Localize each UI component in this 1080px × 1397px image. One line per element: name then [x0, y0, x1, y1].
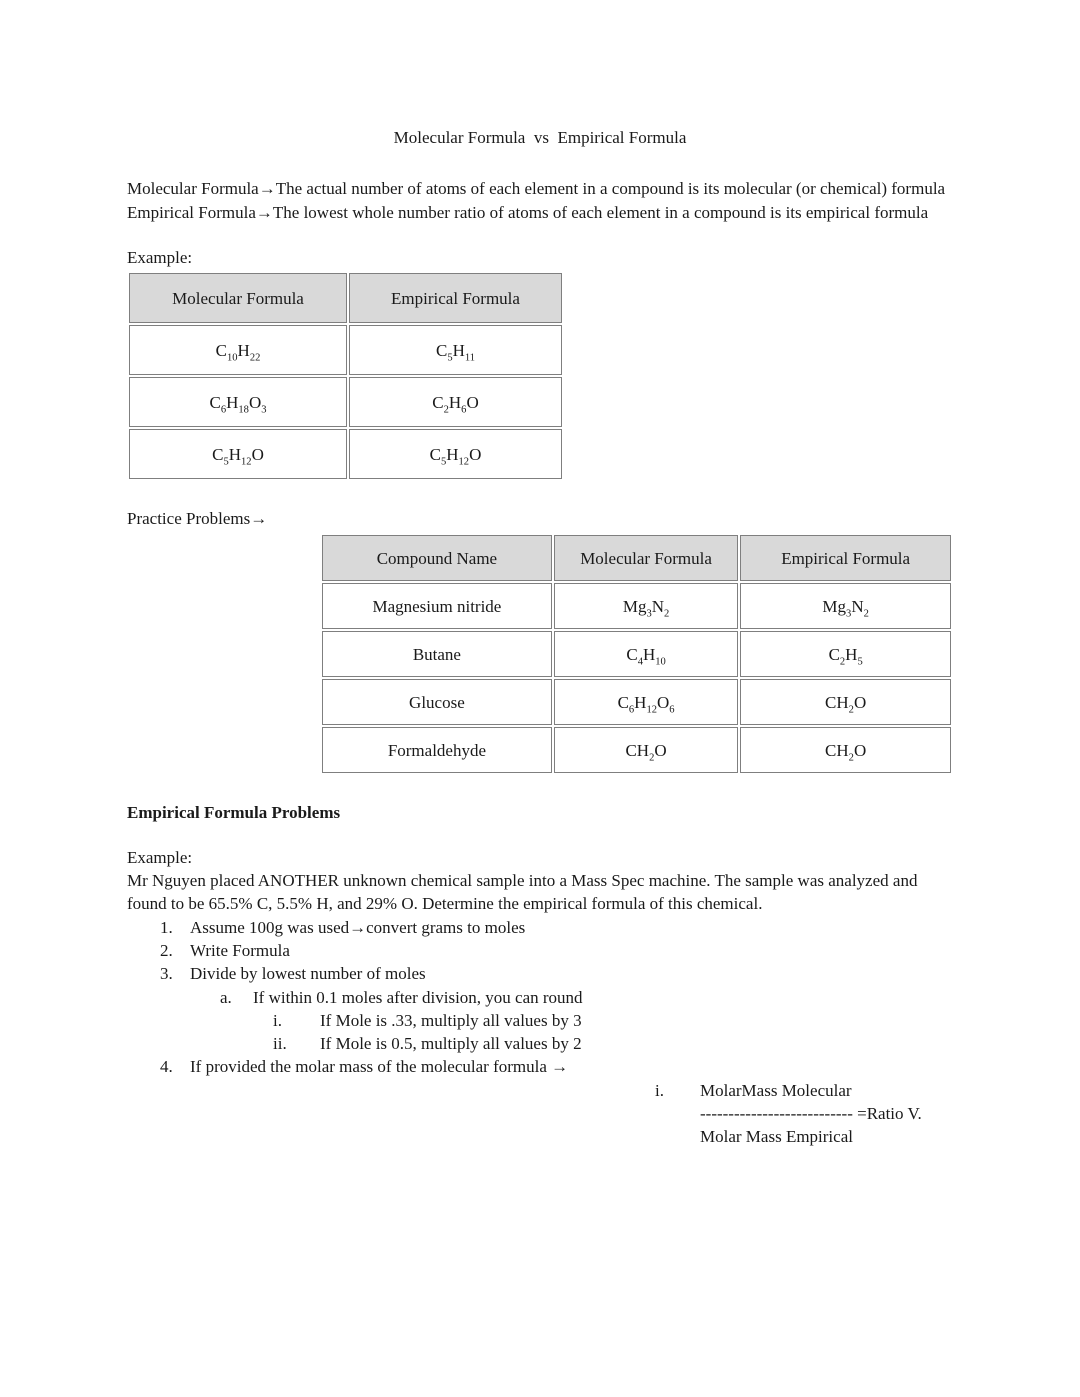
example-label: Example:: [127, 247, 193, 267]
list-item-text: Assume 100g was used→convert grams to moles: [190, 917, 526, 937]
list-marker: 1.: [160, 917, 173, 937]
list-marker: 3.: [160, 964, 173, 984]
ratio-divider: --------------------------- =Ratio V.: [700, 1104, 922, 1124]
table-row: [322, 583, 951, 629]
section-heading-empirical-problems: Empirical Formula Problems: [127, 803, 341, 823]
empirical-formula-cell: $CH_2O$: [740, 727, 951, 773]
document-content: [127, 126, 953, 1149]
empirical-formula-cell: $C_5H_{11}$: [349, 325, 562, 375]
list-item-text: If Mole is .33, multiply all values by 3: [320, 1010, 582, 1030]
ratio-list-marker: i.: [655, 1080, 664, 1100]
list-item: [127, 916, 953, 939]
molecular-formula-definition: Molecular Formula→The actual number of atoms of each element in a compound is its molecular (or chemical) formula: [127, 179, 946, 199]
list-item: [127, 986, 953, 1009]
practice-table-header-row: [322, 535, 951, 581]
empirical-formula-cell: $CH_2O$: [740, 679, 951, 725]
molecular-formula-cell: $C_6H_{18}O_3$: [129, 377, 347, 427]
example-label: Example:: [127, 847, 193, 867]
table-row: [322, 679, 951, 725]
ratio-denominator: Molar Mass Empirical: [700, 1127, 853, 1147]
molecular-formula-cell: $Mg_3N_2$: [554, 583, 738, 629]
molar-mass-ratio-block: [655, 1079, 953, 1149]
ratio-fraction: [700, 1079, 922, 1149]
list-marker: a.: [220, 987, 232, 1007]
empirical-formula-definition: Empirical Formula→The lowest whole number ratio of atoms of each element in a compound is its empirical formula: [127, 202, 929, 222]
list-item: [127, 1032, 953, 1055]
list-item-text: If Mole is 0.5, multiply all values by 2: [320, 1034, 582, 1054]
problem-statement: Mr Nguyen placed ANOTHER unknown chemical sample into a Mass Spec machine. The sample was analyzed and found to be 65.5% C, 5.5% H, and 29% O. Determine the empirical formula of this chemical.: [127, 871, 918, 914]
example-table: [127, 271, 564, 481]
list-item-text: If within 0.1 moles after division, you can round: [253, 987, 583, 1007]
molecular-formula-cell: $C_4H_{10}$: [554, 631, 738, 677]
practice-table-header-molecular: Molecular Formula: [554, 535, 738, 581]
practice-problems-table: [320, 533, 953, 775]
molecular-formula-cell: $C_5H_{12}O$: [129, 429, 347, 479]
example-table-header-molecular: Molecular Formula: [129, 273, 347, 323]
practice-table-header-empirical: Empirical Formula: [740, 535, 951, 581]
list-item-text: If provided the molar mass of the molecular formula →: [190, 1057, 569, 1077]
definitions-block: [127, 177, 953, 224]
empirical-formula-cell: $C_2H_5$: [740, 631, 951, 677]
example-table-header-row: [129, 273, 562, 323]
compound-name-cell: Magnesium nitride: [322, 583, 552, 629]
list-item: [127, 962, 953, 985]
empirical-formula-cell: $C_5H_{12}O$: [349, 429, 562, 479]
ratio-numerator: MolarMass Molecular: [700, 1080, 852, 1100]
list-item-text: Write Formula: [190, 940, 290, 960]
empirical-formula-cell: $Mg_3N_2$: [740, 583, 951, 629]
practice-table-header-compound: Compound Name: [322, 535, 552, 581]
steps-list: [127, 916, 953, 1079]
molecular-formula-cell: $CH_2O$: [554, 727, 738, 773]
list-marker: i.: [273, 1010, 282, 1030]
table-row: [129, 325, 562, 375]
list-marker: ii.: [273, 1034, 287, 1054]
molecular-formula-cell: $C_{10}H_{22}$: [129, 325, 347, 375]
document-title: Molecular Formula vs Empirical Formula: [393, 128, 687, 147]
table-row: [129, 429, 562, 479]
empirical-formula-cell: $C_2H_6O$: [349, 377, 562, 427]
list-item: [127, 1055, 953, 1078]
molecular-formula-cell: $C_6H_{12}O_6$: [554, 679, 738, 725]
table-row: [129, 377, 562, 427]
compound-name-cell: Formaldehyde: [322, 727, 552, 773]
table-row: [322, 631, 951, 677]
list-item-text: Divide by lowest number of moles: [190, 964, 426, 984]
list-item: [127, 939, 953, 962]
practice-problems-label: Practice Problems→: [127, 509, 268, 529]
list-marker: 4.: [160, 1057, 173, 1077]
list-marker: 2.: [160, 940, 173, 960]
table-row: [322, 727, 951, 773]
example-table-header-empirical: Empirical Formula: [349, 273, 562, 323]
list-item: [127, 1009, 953, 1032]
compound-name-cell: Glucose: [322, 679, 552, 725]
compound-name-cell: Butane: [322, 631, 552, 677]
